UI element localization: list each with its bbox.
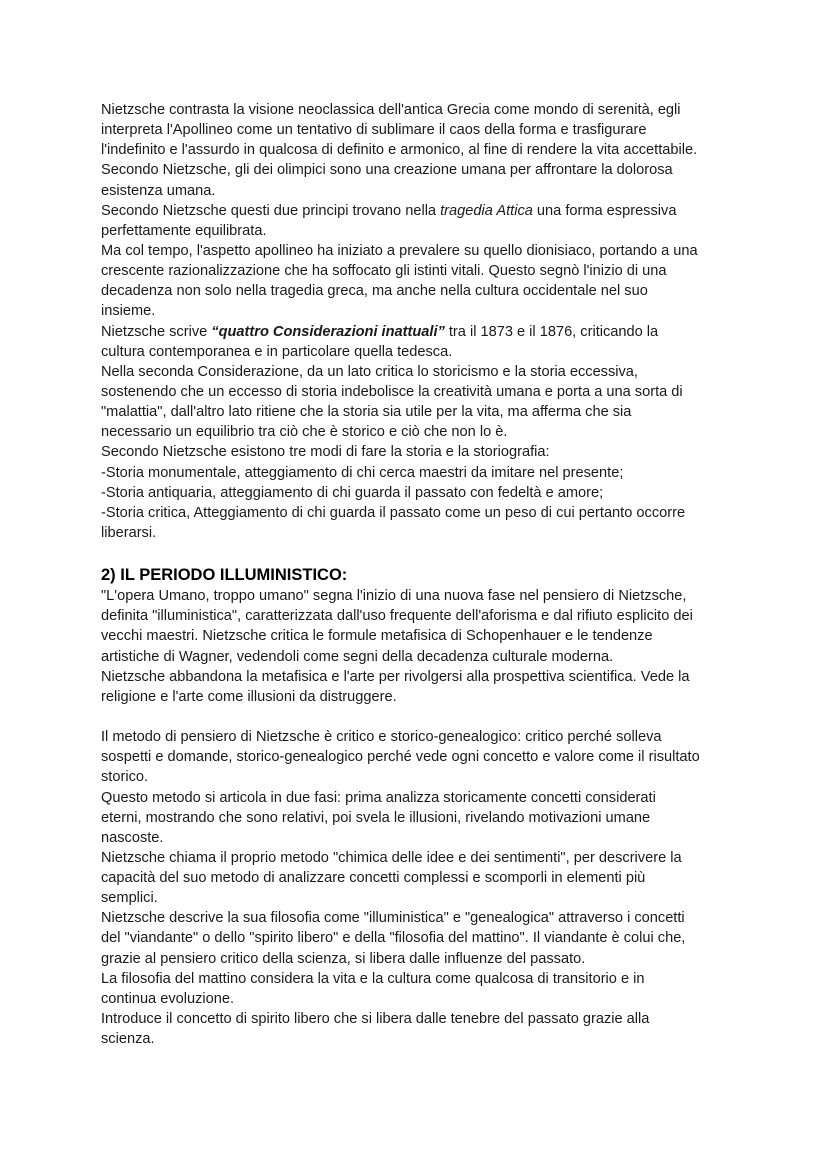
text-line <box>101 647 801 667</box>
text-line <box>101 747 801 767</box>
text-segment: storico. <box>101 769 149 786</box>
text-segment: Nietzsche chiama il proprio metodo "chimica delle idee e dei sentimenti", per descrivere la <box>101 849 682 866</box>
text-line <box>101 949 801 969</box>
italic-text: tragedia Attica <box>440 202 533 219</box>
text-segment: Secondo Nietzsche esistono tre modi di fare la storia e la storiografia: <box>101 444 550 461</box>
text-line <box>101 402 801 422</box>
text-line <box>101 989 801 1009</box>
text-segment: Ma col tempo, l'aspetto apollineo ha iniziato a prevalere su quello dionisiaco, portando a una <box>101 242 698 259</box>
text-segment: Secondo Nietzsche questi due principi trovano nella <box>101 202 441 219</box>
text-line <box>101 201 801 221</box>
text-segment: definita "illuministica", caratterizzata dall'uso frequente dell'aforisma e dal rifiuto esplicito dei <box>101 608 693 625</box>
text-segment: "L'opera Umano, troppo umano" segna l'inizio di una nuova fase nel pensiero di Nietzsche, <box>101 588 687 605</box>
text-line <box>101 301 801 321</box>
text-line <box>101 181 801 201</box>
text-segment: Introduce il concetto di spirito libero che si libera dalle tenebre del passato grazie alla <box>101 1011 650 1028</box>
text-line <box>101 281 801 301</box>
text-segment: -Storia monumentale, atteggiamento di chi cerca maestri da imitare nel presente; <box>101 464 624 481</box>
text-segment: Questo metodo si articola in due fasi: prima analizza storicamente concetti considerati <box>101 789 656 806</box>
section-1-text <box>101 100 801 543</box>
text-line <box>101 888 801 908</box>
text-line <box>101 463 801 483</box>
text-segment: artistiche di Wagner, vedendoli come segni della decadenza culturale moderna. <box>101 648 614 665</box>
text-line <box>101 483 801 503</box>
text-segment: decadenza non solo nella tragedia greca, ma anche nella cultura occidentale nel suo <box>101 283 648 300</box>
text-segment: sostenendo che un eccesso di storia indebolisce la creatività umana e porta a una sorta di <box>101 383 683 400</box>
text-segment: semplici. <box>101 890 158 907</box>
blank-line <box>101 707 801 727</box>
text-segment: necessario un equilibrio tra ciò che è storico e ciò che non lo è. <box>101 424 508 441</box>
text-line <box>101 523 801 543</box>
text-segment: Secondo Nietzsche, gli dei olimpici sono una creazione umana per affrontare la dolorosa <box>101 162 673 179</box>
text-segment: liberarsi. <box>101 524 157 541</box>
text-line <box>101 1009 801 1029</box>
text-line <box>101 586 801 606</box>
text-line <box>101 626 801 646</box>
text-line <box>101 221 801 241</box>
text-segment: Nietzsche scrive <box>101 323 212 340</box>
text-line <box>101 828 801 848</box>
text-segment: Nietzsche abbandona la metafisica e l'arte per rivolgersi alla prospettiva scientifica. Vede la <box>101 668 690 685</box>
text-segment: perfettamente equilibrata. <box>101 222 267 239</box>
document-page <box>101 100 801 1049</box>
text-line <box>101 928 801 948</box>
text-line <box>101 727 801 747</box>
text-segment: -Storia antiquaria, atteggiamento di chi guarda il passato con fedeltà e amore; <box>101 484 604 501</box>
text-segment: Il metodo di pensiero di Nietzsche è critico e storico-genealogico: critico perché solleva <box>101 729 662 746</box>
text-line <box>101 788 801 808</box>
text-line <box>101 120 801 140</box>
text-line <box>101 767 801 787</box>
text-line <box>101 606 801 626</box>
text-segment: grazie al pensiero critico della scienza, si libera dalle influenze del passato. <box>101 950 586 967</box>
text-line <box>101 808 801 828</box>
text-segment: Nella seconda Considerazione, da un lato critica lo storicismo e la storia eccessiva, <box>101 363 638 380</box>
text-segment: Nietzsche descrive la sua filosofia come "illuministica" e "genealogica" attraverso i concetti <box>101 910 685 927</box>
text-segment: "malattia", dall'altro lato ritiene che la storia sia utile per la vita, ma afferma che sia <box>101 404 632 421</box>
text-segment: sospetti e domande, storico-genealogico perché vede ogni concetto e valore come il risultato <box>101 749 700 766</box>
text-segment: interpreta l'Apollineo come un tentativo di sublimare il caos della forma e trasfigurare <box>101 122 647 139</box>
text-line <box>101 342 801 362</box>
text-segment: una forma espressiva <box>532 202 677 219</box>
text-segment: tra il 1873 e il 1876, criticando la <box>444 323 659 340</box>
text-line <box>101 100 801 120</box>
text-line <box>101 241 801 261</box>
text-segment: -Storia critica, Atteggiamento di chi guarda il passato come un peso di cui pertanto occorre <box>101 504 686 521</box>
text-line <box>101 908 801 928</box>
text-segment: capacità del suo metodo di analizzare concetti complessi e scomporli in elementi più <box>101 870 646 887</box>
text-segment: La filosofia del mattino considera la vita e la cultura come qualcosa di transitorio e in <box>101 970 645 987</box>
text-segment: l'indefinito e l'assurdo in qualcosa di definito e armonico, al fine di rendere la vita accettabile. <box>101 142 698 159</box>
text-segment: crescente razionalizzazione che ha soffocato gli istinti vitali. Questo segnò l'inizio di una <box>101 263 667 280</box>
section-2-text <box>101 586 801 1049</box>
text-segment: cultura contemporanea e in particolare quella tedesca. <box>101 343 453 360</box>
text-line <box>101 442 801 462</box>
text-segment: insieme. <box>101 303 156 320</box>
bold-italic-text: “quattro Considerazioni inattuali” <box>211 323 445 340</box>
text-segment: Nietzsche contrasta la visione neoclassica dell'antica Grecia come mondo di serenità, egli <box>101 102 681 118</box>
text-line <box>101 868 801 888</box>
text-line <box>101 667 801 687</box>
text-line <box>101 261 801 281</box>
text-segment: continua evoluzione. <box>101 990 235 1007</box>
text-segment: nascoste. <box>101 829 164 846</box>
text-line <box>101 160 801 180</box>
text-segment: scienza. <box>101 1031 155 1048</box>
text-line <box>101 1029 801 1049</box>
text-segment: vecchi maestri. Nietzsche critica le formule metafisica di Schopenhauer e le tendenze <box>101 628 653 645</box>
text-line <box>101 969 801 989</box>
section-2-heading: 2) IL PERIODO ILLUMINISTICO: <box>101 566 348 585</box>
text-line <box>101 503 801 523</box>
text-line <box>101 322 801 342</box>
text-line <box>101 362 801 382</box>
text-line <box>101 848 801 868</box>
text-segment: eterni, mostrando che sono relativi, poi svela le illusioni, rivelando motivazioni umane <box>101 809 651 826</box>
text-segment: del "viandante" o dello "spirito libero" e della "filosofia del mattino". Il viandante è colui che, <box>101 930 686 947</box>
text-line <box>101 140 801 160</box>
text-segment: esistenza umana. <box>101 182 216 199</box>
text-line <box>101 382 801 402</box>
text-line <box>101 687 801 707</box>
text-segment: religione e l'arte come illusioni da distruggere. <box>101 688 397 705</box>
text-line <box>101 422 801 442</box>
